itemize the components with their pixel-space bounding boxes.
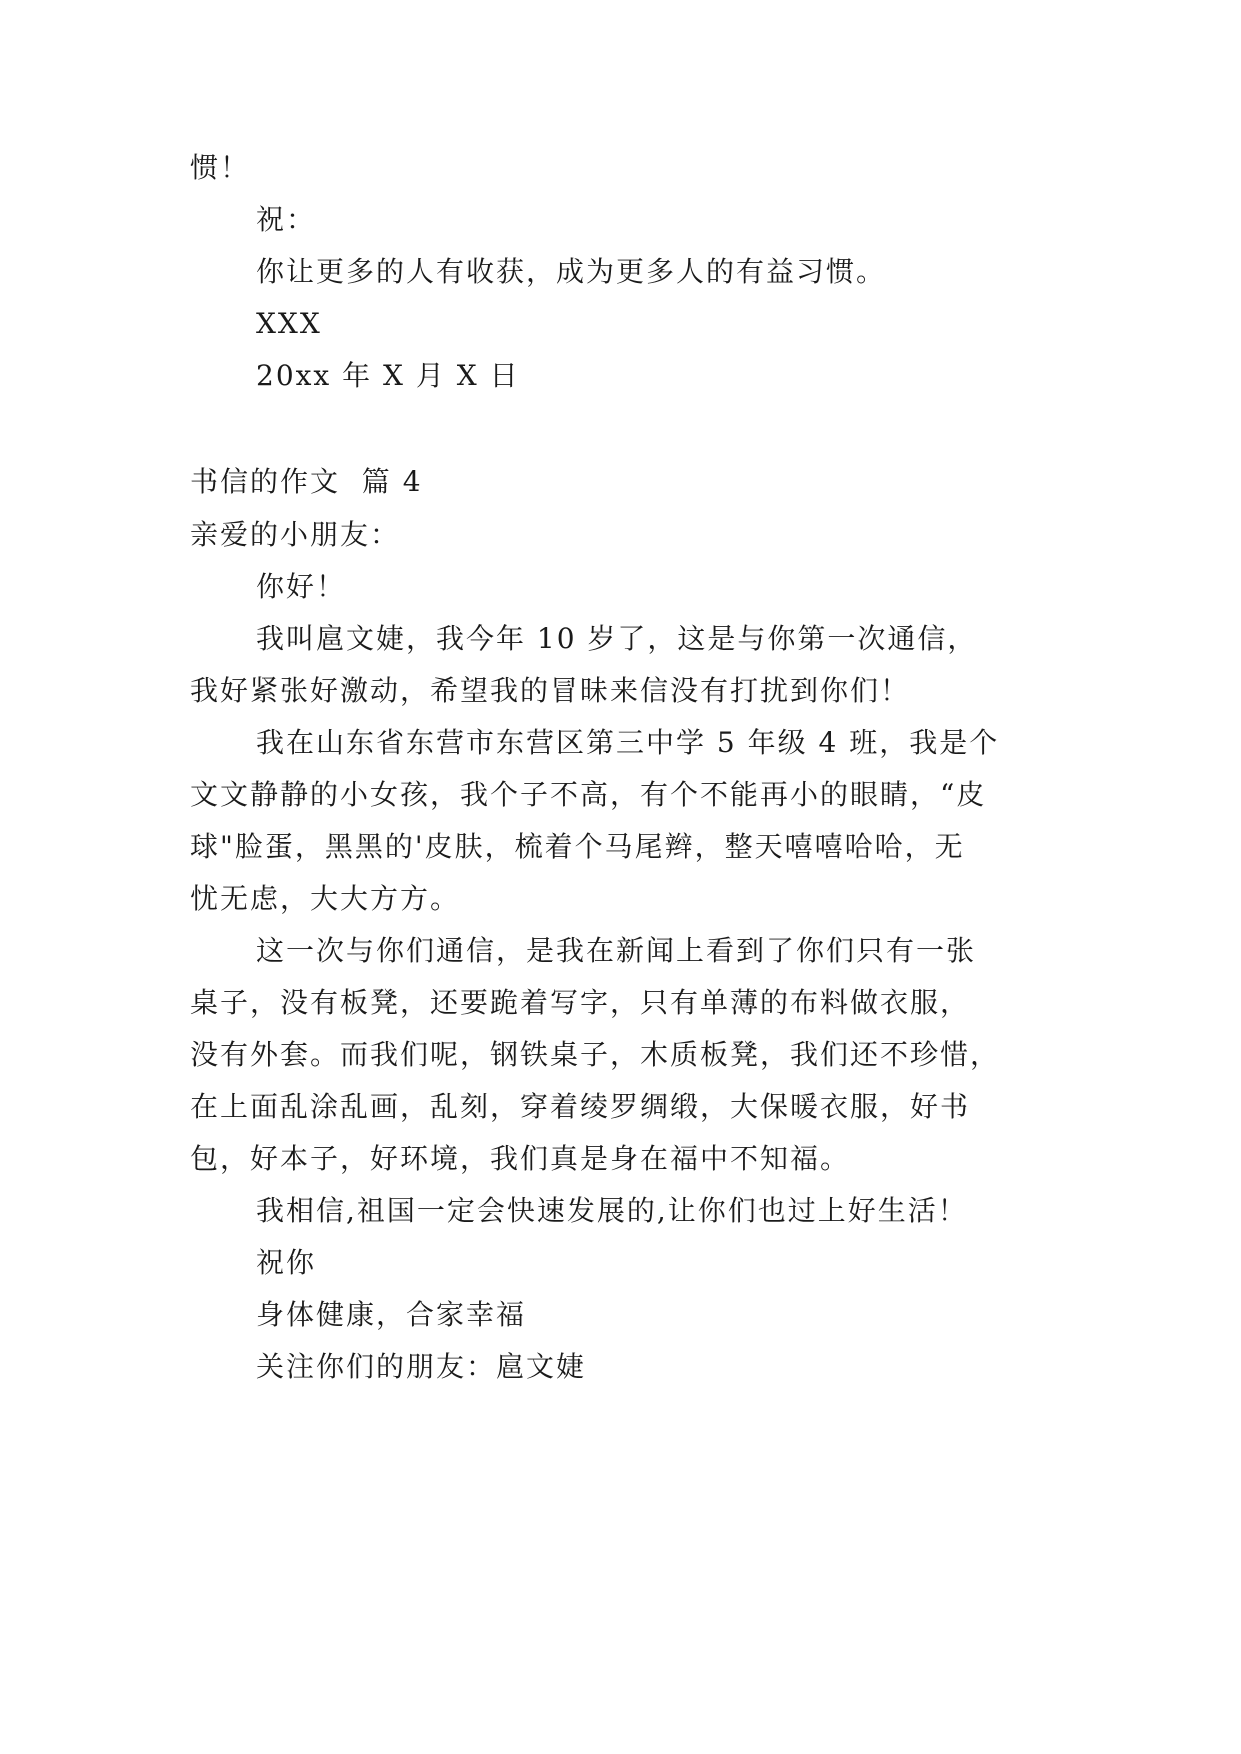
section-title: 书信的作文 篇 4 xyxy=(190,465,423,498)
signoff: 关注你们的朋友：扈文婕 xyxy=(256,1350,587,1383)
paragraph-line: 桌子，没有板凳，还要跪着写字，只有单薄的布料做衣服， xyxy=(190,986,971,1019)
paragraph-line: 球"脸蛋，黑黑的'皮肤，梳着个马尾辫，整天嘻嘻哈哈，无 xyxy=(190,830,965,863)
paragraph-line: 文文静静的小女孩，我个子不高，有个不能再小的眼睛，“皮 xyxy=(190,778,987,811)
continued-text-line: 惯！ xyxy=(190,151,251,184)
closing-zhu: 祝： xyxy=(256,203,317,236)
greeting: 你好！ xyxy=(256,570,347,603)
paragraph-line: 这一次与你们通信，是我在新闻上看到了你们只有一张 xyxy=(256,934,977,967)
paragraph-line: 我相信,祖国一定会快速发展的,让你们也过上好生活！ xyxy=(256,1194,968,1227)
paragraph-line: 包，好本子，好环境，我们真是身在福中不知福。 xyxy=(190,1142,851,1175)
date-line: 20xx 年 X 月 X 日 xyxy=(256,359,520,392)
closing-wish: 你让更多的人有收获，成为更多人的有益习惯。 xyxy=(256,255,887,288)
paragraph-line: 在上面乱涂乱画，乱刻，穿着绫罗绸缎，大保暖衣服，好书 xyxy=(190,1090,971,1123)
closing-wish: 身体健康，合家幸福 xyxy=(256,1298,527,1331)
paragraph-line: 忧无虑，大大方方。 xyxy=(190,882,461,915)
signature: XXX xyxy=(256,307,322,340)
paragraph-line: 我在山东省东营市东营区第三中学 5 年级 4 班，我是个 xyxy=(256,726,1000,759)
paragraph-line: 我好紧张好激动，希望我的冒昧来信没有打扰到你们！ xyxy=(190,674,911,707)
paragraph-line: 没有外套。而我们呢，钢铁桌子，木质板凳，我们还不珍惜， xyxy=(190,1038,1001,1071)
salutation: 亲爱的小朋友： xyxy=(190,518,401,551)
closing-zhu-ni: 祝你 xyxy=(256,1246,317,1279)
paragraph-line: 我叫扈文婕，我今年 10 岁了，这是与你第一次通信， xyxy=(256,622,978,655)
